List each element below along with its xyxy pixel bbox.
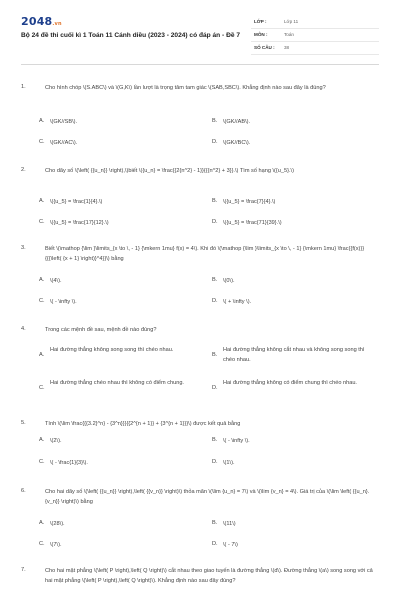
question-text: Cho hai mặt phẳng \(\left( P \right),\left( Q \right)\) cắt nhau theo giao tuyến là đường thẳng \(d\). Đường thẳng \(a\) song song với cả hai mặt phẳng \(\left( P \right),\left( Q \right)\). Khẳng định nào sau đây đúng? — [45, 568, 373, 584]
option-text: \(11\) — [223, 521, 236, 527]
question-number: 2. — [21, 167, 26, 173]
logo-text: 2048 — [21, 15, 53, 28]
exam-info-box — [251, 16, 379, 55]
info-row-count — [251, 42, 379, 55]
question-text: Tính \(\lim \frac{{{3.2}^n} - {3^n}}}{{2^{n + 1}} + {3^{n + 1}}}\) được kết quả bằng — [45, 421, 241, 427]
option-letter: A. — [39, 520, 45, 526]
option-letter: D. — [212, 541, 218, 547]
option-letter: D. — [212, 219, 218, 225]
info-row-subject — [251, 29, 379, 42]
option-letter: A. — [39, 118, 45, 124]
option-c[interactable] — [39, 379, 209, 401]
option-letter: C. — [39, 385, 45, 391]
option-letter: A. — [39, 352, 45, 358]
option-letter: A. — [39, 277, 45, 283]
option-text: \( - 7\) — [223, 542, 238, 548]
option-text: \({u_5} = \frac{71}{39}.\) — [223, 220, 282, 226]
option-letter: D. — [212, 459, 218, 465]
info-value: Toán — [284, 32, 294, 37]
option-text: Hai đường thẳng không có điểm chung thì chéo nhau. — [223, 380, 357, 386]
document-title: Bộ 24 đề thi cuối kì 1 Toán 11 Cánh diều (2023 - 2024) có đáp án - Đề 7 — [21, 32, 240, 39]
option-text: \(GK//AC\). — [50, 140, 78, 146]
info-key: MÔN : — [254, 32, 268, 37]
question-7 — [21, 567, 379, 600]
header-divider — [21, 64, 379, 65]
question-2 — [21, 167, 379, 227]
option-letter: B. — [212, 198, 218, 204]
option-text: \({u_5} = \frac{17}{12}.\) — [50, 220, 109, 226]
option-text: Hai đường thẳng không cắt nhau và không song song thì chéo nhau. — [223, 347, 365, 363]
option-letter: D. — [212, 298, 218, 304]
option-letter: C. — [39, 298, 45, 304]
question-3 — [21, 245, 379, 305]
option-letter: B. — [212, 277, 218, 283]
option-text: \(2\). — [50, 438, 62, 444]
question-number: 7. — [21, 567, 26, 573]
question-text: Cho dãy số \(\left( {{u_n}} \right),\)biết \({u_n} = \frac{{2{n^2} - 1}}{{{n^2} + 3}}.\) Tìm số hạng \({u_5}.\) — [45, 168, 294, 174]
option-text: Hai đường thẳng không song song thì chéo nhau. — [50, 347, 174, 353]
question-number: 3. — [21, 245, 26, 251]
question-4 — [21, 326, 379, 406]
option-text: \(GK//SB\). — [50, 119, 78, 125]
info-value: Lớp 11 — [284, 19, 299, 24]
info-row-class — [251, 16, 379, 29]
option-text: Hai đường thẳng chéo nhau thì không có điểm chung. — [50, 380, 184, 386]
option-text: \( + \infty \). — [223, 299, 252, 305]
option-letter: C. — [39, 459, 45, 465]
question-5 — [21, 420, 379, 480]
option-d[interactable] — [212, 379, 372, 401]
option-letter: D. — [212, 139, 218, 145]
option-letter: C. — [39, 219, 45, 225]
logo-suffix: .vn — [52, 21, 62, 27]
question-number: 4. — [21, 326, 26, 332]
info-value: 38 — [284, 45, 290, 50]
info-key: LỚP : — [254, 19, 267, 24]
option-a[interactable] — [39, 346, 209, 368]
question-6 — [21, 488, 379, 558]
option-text: \(GK//AB\). — [223, 119, 251, 125]
question-text: Cho hai dãy số \(\left( {{u_n}} \right),\left( {{v_n}} \right)\) thỏa mãn \(\lim {u_n} = 7\) và \(\lim {v_n} = 4\). Giá trị của \(\lim \left( {{u_n}.{v_n}} \right)\) bằng — [45, 489, 370, 505]
option-letter: B. — [212, 520, 218, 526]
option-letter: C. — [39, 541, 45, 547]
question-text: Biết \(\mathop {\lim }\limits_{x \to \, - 1} {\mkern 1mu} f(x) = 4\). Khi đó \(\mathop {\lim }\limits_{x \to \, - 1} {\mkern 1mu} \frac{{f(x)}}{{{\left( {x + 1} \right)}^4}}\) bằng — [45, 246, 365, 262]
option-text: \({u_5} = \frac{7}{4}.\) — [223, 199, 276, 205]
question-number: 6. — [21, 488, 26, 494]
option-text: \(0\). — [223, 278, 235, 284]
option-letter: B. — [212, 352, 218, 358]
site-logo[interactable] — [21, 15, 62, 28]
question-number: 1. — [21, 84, 26, 90]
option-text: \( - \frac{1}{3}\). — [50, 460, 88, 466]
option-letter: B. — [212, 118, 218, 124]
option-text: \({u_5} = \frac{1}{4}.\) — [50, 199, 103, 205]
question-text: Cho hình chóp \(S.ABC\) và \(G,K\) lần lượt là trọng tâm tam giác \(SAB,SBC\). Khẳng định nào sau đây là đúng? — [45, 85, 326, 91]
option-text: \(7\). — [50, 542, 62, 548]
option-text: \( - \infty \). — [223, 438, 250, 444]
question-1 — [21, 84, 379, 144]
option-text: \(4\). — [50, 278, 62, 284]
option-text: \(1\). — [223, 460, 235, 466]
question-number: 5. — [21, 420, 26, 426]
option-letter: D. — [212, 385, 218, 391]
option-letter: C. — [39, 139, 45, 145]
option-b[interactable] — [212, 346, 372, 368]
question-text: Trong các mệnh đề sau, mệnh đề nào đúng? — [45, 327, 157, 333]
option-letter: B. — [212, 437, 218, 443]
option-letter: A. — [39, 437, 45, 443]
option-text: \( - \infty \). — [50, 299, 77, 305]
option-text: \(GK//BC\). — [223, 140, 251, 146]
option-text: \(28\). — [50, 521, 65, 527]
option-letter: A. — [39, 198, 45, 204]
info-key: SỐ CÂU : — [254, 45, 275, 50]
